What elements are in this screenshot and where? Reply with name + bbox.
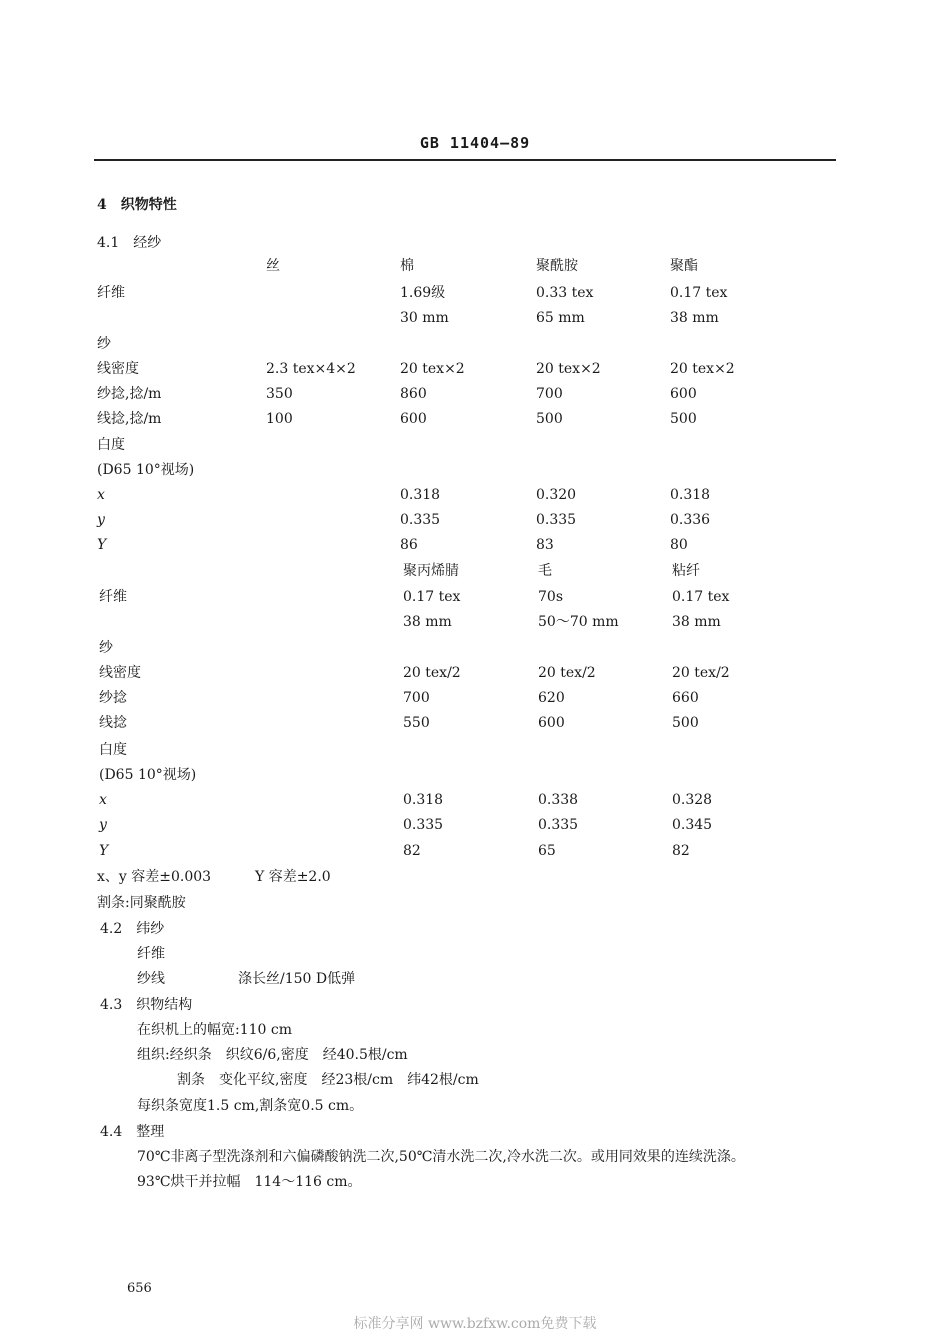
page-number: 656 [127, 1281, 152, 1296]
row-label: (D65 10°视场) [97, 462, 195, 478]
table-cell: 860 [400, 386, 427, 402]
weave-line-1: 组织:经织条 织纹6/6,密度 经40.5根/cm [137, 1047, 408, 1063]
table-cell: 100 [266, 411, 293, 427]
table-cell: 38 mm [403, 614, 452, 630]
row-label: 白度 [99, 742, 127, 758]
table-cell: 70s [538, 589, 563, 605]
column-header: 聚丙烯腈 [403, 563, 459, 579]
table-cell: 700 [403, 690, 430, 706]
section-4-4-title: 4.4 整理 [100, 1124, 165, 1140]
row-label: 线捻,捻/m [97, 411, 162, 427]
row-label: 纱 [99, 640, 113, 656]
row-label: 线密度 [97, 361, 139, 377]
strip-width: 每织条宽度1.5 cm,割条宽0.5 cm。 [137, 1098, 364, 1114]
column-header: 棉 [400, 258, 414, 274]
row-label: 纤维 [99, 589, 127, 605]
table-cell: 500 [670, 411, 697, 427]
table-cell: 0.335 [403, 817, 444, 833]
table-cell: 600 [538, 715, 565, 731]
table-cell: 0.318 [670, 487, 711, 503]
table-cell: 550 [403, 715, 430, 731]
tolerance-Y: Y 容差±2.0 [255, 869, 331, 885]
table-cell: 0.17 tex [672, 589, 730, 605]
table-cell: 65 mm [536, 310, 585, 326]
weft-yarn-value: 涤长丝/150 D低弹 [238, 971, 356, 987]
row-label: 纱捻,捻/m [97, 386, 162, 402]
table-cell: 20 tex/2 [538, 665, 596, 681]
table-cell: 38 mm [670, 310, 719, 326]
table-cell: 0.336 [670, 512, 711, 528]
table-cell: 0.318 [403, 792, 444, 808]
table-cell: 50～70 mm [538, 614, 619, 630]
table-cell: 0.318 [400, 487, 441, 503]
section-4-2-title: 4.2 纬纱 [100, 921, 165, 937]
finishing-line-2: 93℃烘干并拉幅 114～116 cm。 [137, 1174, 362, 1190]
row-label: Y [97, 537, 107, 553]
table-cell: 600 [400, 411, 427, 427]
table-cell: 350 [266, 386, 293, 402]
row-label: x [99, 792, 107, 808]
row-label: 线密度 [99, 665, 141, 681]
row-label: (D65 10°视场) [99, 767, 197, 783]
header-rule [94, 159, 836, 161]
table-cell: 0.335 [538, 817, 579, 833]
table-cell: 80 [670, 537, 688, 553]
loom-width: 在织机上的幅宽:110 cm [137, 1022, 293, 1038]
table-cell: 20 tex×2 [536, 361, 601, 377]
table-cell: 0.345 [672, 817, 713, 833]
split-note: 割条:同聚酰胺 [97, 895, 186, 911]
section-4-title: 4 织物特性 [97, 197, 177, 213]
table-cell: 620 [538, 690, 565, 706]
table-cell: 20 tex/2 [672, 665, 730, 681]
table-cell: 0.33 tex [536, 285, 594, 301]
weft-fiber-label: 纤维 [137, 946, 165, 962]
row-label: 纱捻 [99, 690, 127, 706]
table-cell: 500 [672, 715, 699, 731]
table-cell: 2.3 tex×4×2 [266, 361, 356, 377]
row-label: y [97, 512, 105, 528]
table-cell: 83 [536, 537, 554, 553]
row-label: 白度 [97, 437, 125, 453]
watermark: 标准分享网 www.bzfxw.com免费下载 [353, 1316, 597, 1332]
table-cell: 660 [672, 690, 699, 706]
table-cell: 700 [536, 386, 563, 402]
table-cell: 86 [400, 537, 418, 553]
weft-yarn-label: 纱线 [137, 971, 165, 987]
table-cell: 0.335 [400, 512, 441, 528]
table-cell: 600 [670, 386, 697, 402]
row-label: 纱 [97, 336, 111, 352]
column-header: 聚酯 [670, 258, 698, 274]
table-cell: 65 [538, 843, 556, 859]
section-4-1-title: 4.1 经纱 [97, 235, 162, 251]
column-header: 毛 [538, 563, 552, 579]
table-cell: 20 tex/2 [403, 665, 461, 681]
table-cell: 1.69级 [400, 285, 446, 301]
finishing-line-1: 70℃非离子型洗涤剂和六偏磷酸钠洗二次,50℃清水洗二次,冷水洗二次。或用同效果的连续洗涤。 [137, 1149, 745, 1165]
row-label: Y [99, 843, 109, 859]
row-label: y [99, 817, 107, 833]
table-cell: 0.335 [536, 512, 577, 528]
column-header: 聚酰胺 [536, 258, 578, 274]
table-cell: 82 [672, 843, 690, 859]
row-label: 纤维 [97, 285, 125, 301]
table-cell: 0.17 tex [403, 589, 461, 605]
table-cell: 0.328 [672, 792, 713, 808]
row-label: x [97, 487, 105, 503]
table-cell: 82 [403, 843, 421, 859]
column-header: 丝 [266, 258, 280, 274]
weave-line-2: 割条 变化平纹,密度 经23根/cm 纬42根/cm [177, 1072, 479, 1088]
table-cell: 20 tex×2 [670, 361, 735, 377]
table-cell: 0.17 tex [670, 285, 728, 301]
table-cell: 20 tex×2 [400, 361, 465, 377]
section-4-3-title: 4.3 织物结构 [100, 997, 193, 1013]
table-cell: 0.338 [538, 792, 579, 808]
table-cell: 38 mm [672, 614, 721, 630]
table-cell: 30 mm [400, 310, 449, 326]
table-cell: 500 [536, 411, 563, 427]
document-header: GB 11404—89 [419, 134, 531, 152]
column-header: 粘纤 [672, 563, 700, 579]
tolerance-xy: x、y 容差±0.003 [97, 869, 212, 885]
row-label: 线捻 [99, 715, 127, 731]
table-cell: 0.320 [536, 487, 577, 503]
